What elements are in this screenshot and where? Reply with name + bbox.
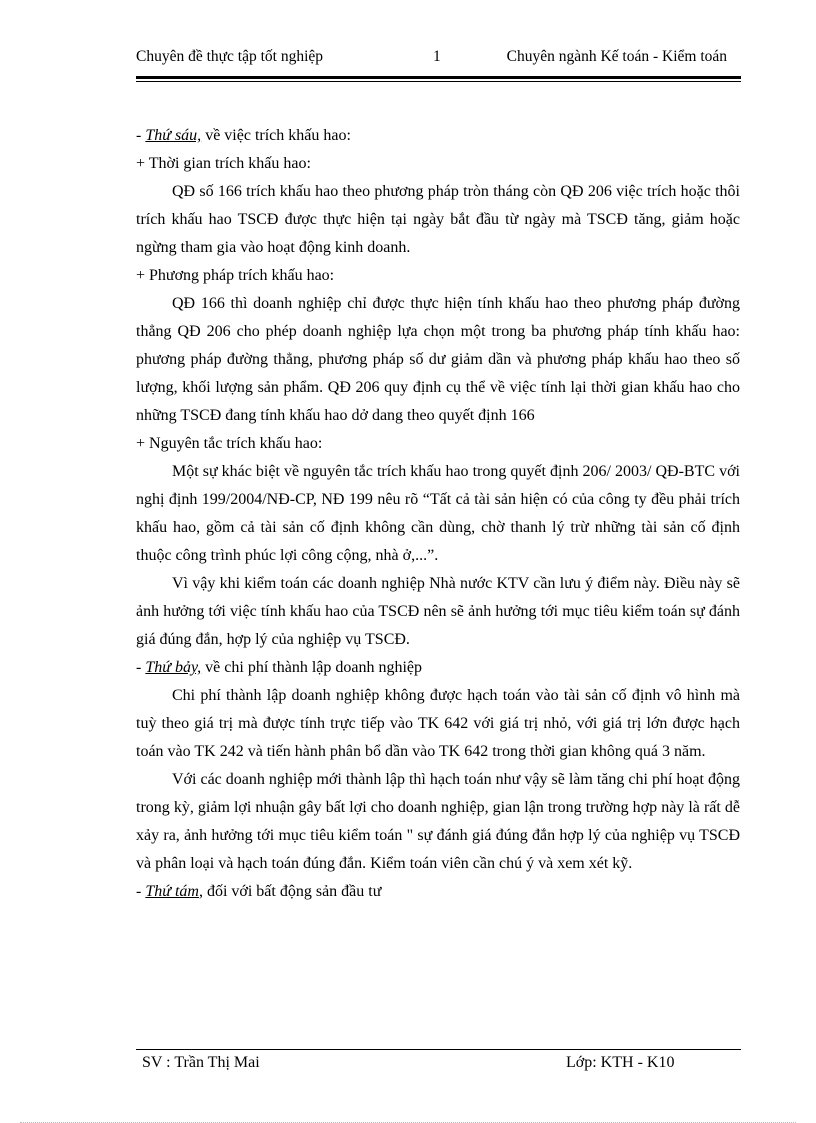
paragraph: Chi phí thành lập doanh nghiệp không được hạch toán vào tài sản cố định vô hình mà tuỳ theo giá trị mà được tính trực tiếp vào TK 642 với giá trị nhỏ, với giá trị lớn được hạch toán vào TK 242 và tiến hành phân bổ dần vào TK 642 trong thời gian không quá 3 năm.: [136, 687, 740, 760]
page-number: 1: [433, 48, 441, 65]
heading-label: Thứ bảy,: [145, 659, 202, 676]
paragraph: QĐ 166 thì doanh nghiệp chỉ được thực hiện tính khấu hao theo phương pháp đường thẳng QĐ 206 cho phép doanh nghiệp lựa chọn một trong ba phương pháp tính khấu hao: phương pháp đường thẳng, phương pháp số dư giảm dần và phương pháp khấu hao theo số lượng, khối lượng sản phẩm. QĐ 206 quy định cụ thể về việc tính lại thời gian khấu hao cho những TSCĐ đang tính khấu hao dở dang theo quyết định 166: [136, 295, 740, 424]
bullet-dash: -: [136, 127, 146, 144]
page-header: [136, 46, 741, 70]
heading-text: , đối với bất động sản đầu tư: [198, 883, 382, 900]
paragraph: QĐ số 166 trích khấu hao theo phương pháp tròn tháng còn QĐ 206 việc trích hoặc thôi trích khấu hao TSCĐ được thực hiện tại ngày bắt đầu từ ngày mà TSCĐ tăng, giảm hoặc ngừng tham gia vào hoạt động kinh doanh.: [136, 183, 740, 256]
subheading-principle: + Nguyên tắc trích khấu hao:: [136, 435, 323, 452]
bullet-dash: -: [136, 883, 146, 900]
heading-label: Thứ sáu,: [145, 127, 202, 144]
header-title: Chuyên đề thực tập tốt nghiệp: [136, 48, 324, 65]
paragraph: Vì vậy khi kiểm toán các doanh nghiệp Nhà nước KTV cần lưu ý điểm này. Điều này sẽ ảnh hưởng tới việc tính khấu hao của TSCĐ nên sẽ ảnh hưởng tới mục tiêu kiểm toán sự đánh giá đúng đắn, hợp lý của nghiệp vụ TSCĐ.: [136, 575, 740, 648]
section-heading-eighth: [136, 878, 740, 906]
section-heading-seventh: [136, 654, 740, 682]
heading-label: Thứ tám: [145, 883, 199, 900]
header-rule-thin: [136, 81, 741, 82]
header-rule-thick: [136, 76, 741, 79]
header-major: Chuyên ngành Kế toán - Kiểm toán: [506, 48, 727, 65]
footer-student: SV : Trần Thị Mai: [142, 1054, 260, 1071]
paragraph: Với các doanh nghiệp mới thành lập thì hạch toán như vậy sẽ làm tăng chi phí hoạt động trong kỳ, giảm lợi nhuận gây bất lợi cho doanh nghiệp, gian lận trong trường hợp này là rất dễ xảy ra, ảnh hưởng tới mục tiêu kiểm toán " sự đánh giá đúng đắn hợp lý của nghiệp vụ TSCĐ và phân loại và hạch toán đúng đắn. Kiểm toán viên cần chú ý và xem xét kỹ.: [136, 771, 740, 872]
footer-rule: [136, 1049, 741, 1050]
heading-text: về việc trích khấu hao:: [201, 127, 351, 144]
paragraph: Một sự khác biệt về nguyên tắc trích khấu hao trong quyết định 206/ 2003/ QĐ-BTC với nghị định 199/2004/NĐ-CP, NĐ 199 nêu rõ “Tất cả tài sản hiện có của công ty đều phải trích khấu hao, gồm cả tài sản cố định không cần dùng, chờ thanh lý trừ những tài sản cố định thuộc công trình phúc lợi công cộng, nhà ở,...”.: [136, 463, 740, 564]
footer-class: Lớp: KTH - K10: [566, 1054, 675, 1071]
bullet-dash: -: [136, 659, 146, 676]
section-heading-sixth: [136, 122, 740, 150]
subheading-method: + Phương pháp trích khấu hao:: [136, 267, 335, 284]
subheading-time: + Thời gian trích khấu hao:: [136, 155, 311, 172]
heading-text: về chi phí thành lập doanh nghiệp: [201, 659, 423, 676]
document-body: [136, 122, 740, 906]
